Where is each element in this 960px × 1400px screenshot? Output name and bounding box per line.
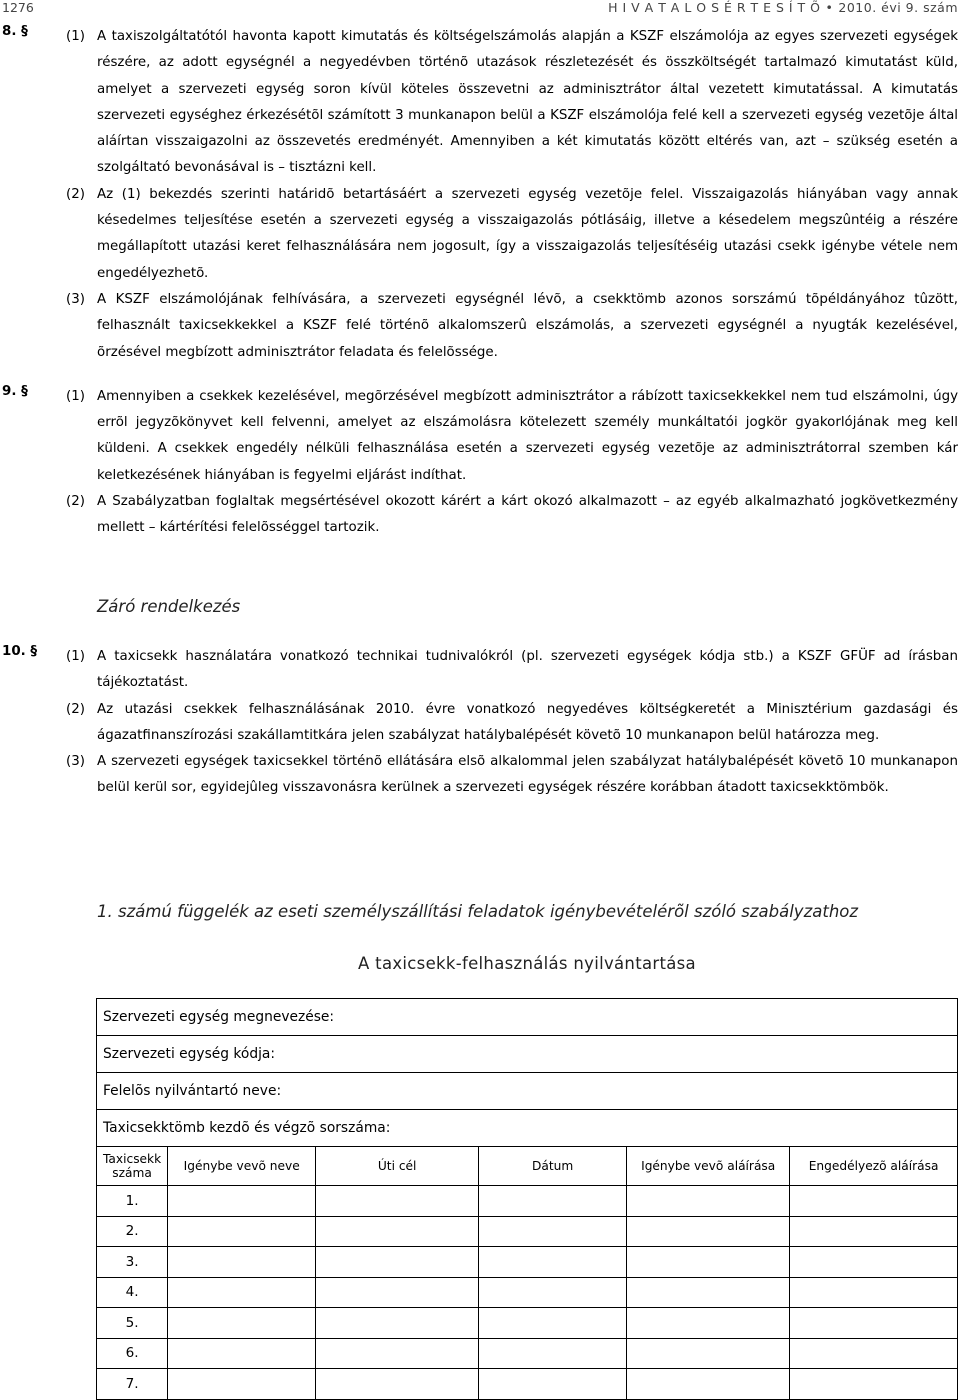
paragraph-text: Amennyiben a csekkek kezelésével, megõrzésével megbízott adminisztrátor a rábízott taxicsekkekkel nem tud elszámolni, úgy errõl jegyzõkönyvet kell felvenni, amelyet az elszámolásra kötelezett személy munkáltatói jogkör gyakorlójának meg kell küldeni. A csekkek engedély nélküli felhasználása esetén a szervezeti egység vezetõje az adminisztrátorral szemben kár keletkezésének hiányában is fegyelmi eljárást indíthat. bbox=[97, 388, 958, 483]
table-cell[interactable] bbox=[316, 1369, 479, 1400]
table-cell[interactable] bbox=[316, 1216, 479, 1247]
column-header: Úti cél bbox=[316, 1147, 479, 1186]
paragraph-text: A taxiszolgáltatótól havonta kapott kimutatás és költségelszámolás alapján a KSZF elszámolója az egyes szervezeti egységek részére, az adott egységnél a negyedévben történõ utazások részletezését és összköltségét tartalmazó kimutatást küld, amelyet a szervezeti egység soron kívül köteles összevetni az adminisztrátor által vezetett kimutatással. A kimutatás szervezeti egységhez érkezésétõl számított 3 munkanapon belül a KSZF elszámolója felé kell a szervezeti egység vezetõje által aláírtan visszaigazolni az összevetés eredményét. Amennyiben a két kimutatás között eltérés van, azt – szükség esetén a szolgáltató bevonásával is – tisztázni kell. bbox=[97, 29, 958, 176]
row-number: 3. bbox=[97, 1247, 168, 1278]
page-header bbox=[0, 0, 960, 20]
paragraph bbox=[66, 24, 958, 182]
table-cell[interactable] bbox=[316, 1277, 479, 1308]
field-responsible-name[interactable]: Felelõs nyilvántartó neve: bbox=[97, 1073, 958, 1110]
paragraph bbox=[66, 182, 958, 287]
table-cell[interactable] bbox=[168, 1216, 316, 1247]
table-cell[interactable] bbox=[790, 1369, 958, 1400]
section-9 bbox=[0, 384, 960, 542]
table-cell[interactable] bbox=[479, 1247, 627, 1278]
column-header: Igénybe vevõ neve bbox=[168, 1147, 316, 1186]
table-cell[interactable] bbox=[790, 1186, 958, 1217]
paragraph bbox=[66, 489, 958, 542]
table-cell[interactable] bbox=[168, 1247, 316, 1278]
document-body bbox=[0, 24, 960, 802]
table-row bbox=[97, 1369, 958, 1400]
table-cell[interactable] bbox=[627, 1338, 790, 1369]
paragraph-number: (1) bbox=[66, 29, 85, 44]
table-cell[interactable] bbox=[479, 1369, 627, 1400]
table-cell[interactable] bbox=[790, 1308, 958, 1339]
register-field-row bbox=[97, 999, 958, 1036]
section-10 bbox=[0, 644, 960, 802]
closing-heading: Záró rendelkezés bbox=[97, 596, 241, 616]
column-header: Taxicsekk száma bbox=[97, 1147, 168, 1186]
table-cell[interactable] bbox=[316, 1308, 479, 1339]
column-header-row bbox=[97, 1147, 958, 1186]
register-field-row bbox=[97, 1110, 958, 1147]
row-number: 6. bbox=[97, 1338, 168, 1369]
paragraph-text: A KSZF elszámolójának felhívására, a szervezeti egységnél lévõ, a csekktömb azonos sorszámú tõpéldányához tûzött, felhasznált taxicsekkekkel a KSZF felé történõ alkalomszerû elszámolás, a szervezeti egységnél a nyugták kezelésével, õrzésével megbízott adminisztrátor feladata és felelõssége. bbox=[97, 291, 958, 360]
paragraph-number: (3) bbox=[66, 754, 85, 770]
table-cell[interactable] bbox=[479, 1308, 627, 1339]
paragraph-text: A taxicsekk használatára vonatkozó technikai tudnivalókról (pl. szervezeti egységek kódja stb.) a KSZF GFÜF ad írásban tájékoztatást. bbox=[97, 648, 958, 691]
paragraph-number: (2) bbox=[66, 186, 85, 202]
table-cell[interactable] bbox=[627, 1277, 790, 1308]
bullet-icon: • bbox=[825, 0, 834, 15]
table-row bbox=[97, 1247, 958, 1278]
table-cell[interactable] bbox=[168, 1277, 316, 1308]
paragraph-number: (1) bbox=[66, 388, 85, 404]
paragraph bbox=[66, 384, 958, 489]
table-cell[interactable] bbox=[316, 1247, 479, 1278]
paragraph bbox=[66, 644, 958, 697]
table-row bbox=[97, 1308, 958, 1339]
paragraph-number: (1) bbox=[66, 648, 85, 664]
table-cell[interactable] bbox=[627, 1216, 790, 1247]
table-cell[interactable] bbox=[168, 1338, 316, 1369]
row-number: 4. bbox=[97, 1277, 168, 1308]
table-cell[interactable] bbox=[479, 1277, 627, 1308]
table-cell[interactable] bbox=[168, 1186, 316, 1217]
table-row bbox=[97, 1216, 958, 1247]
row-number: 5. bbox=[97, 1308, 168, 1339]
section-8 bbox=[0, 24, 960, 366]
field-unit-code[interactable]: Szervezeti egység kódja: bbox=[97, 1036, 958, 1073]
row-number: 1. bbox=[97, 1186, 168, 1217]
table-cell[interactable] bbox=[627, 1186, 790, 1217]
table-cell[interactable] bbox=[790, 1338, 958, 1369]
column-header: Dátum bbox=[479, 1147, 627, 1186]
paragraph-number: (2) bbox=[66, 701, 85, 717]
column-header: Igénybe vevõ aláírása bbox=[627, 1147, 790, 1186]
table-cell[interactable] bbox=[479, 1216, 627, 1247]
table-cell[interactable] bbox=[790, 1216, 958, 1247]
table-cell[interactable] bbox=[790, 1247, 958, 1278]
paragraph-text: Az utazási csekkek felhasználásának 2010. évre vonatkozó negyedéves költségkeretét a Minisztérium gazdasági és ágazatfinanszírozási szakállamtitkára jelen szabályzat hatálybalépését követõ 10 munkanapon belül határozza meg. bbox=[97, 701, 958, 743]
field-serial-range[interactable]: Taxicsekktömb kezdõ és végzõ sorszáma: bbox=[97, 1110, 958, 1147]
register-field-row bbox=[97, 1073, 958, 1110]
table-cell[interactable] bbox=[790, 1277, 958, 1308]
register-field-row bbox=[97, 1036, 958, 1073]
paragraph-number: (3) bbox=[66, 291, 85, 307]
paragraph-text: Az (1) bekezdés szerinti határidõ betartásáért a szervezeti egység vezetõje felel. Visszaigazolás hiányában vagy annak késedelmes teljesítése esetén a szervezeti egység a visszaigazolás pótlásáig, illetve a késedelem megszûntéig a részére megállapított utazási keret felhasználására nem jogosult, így a visszaigazolás teljesítéséig utazási csekk igénybe vétele nem engedélyezhetõ. bbox=[97, 186, 958, 281]
register-title: A taxicsekk-felhasználás nyilvántartása bbox=[358, 954, 696, 973]
table-cell[interactable] bbox=[168, 1369, 316, 1400]
column-header: Engedélyezõ aláírása bbox=[790, 1147, 958, 1186]
table-cell[interactable] bbox=[316, 1186, 479, 1217]
table-cell[interactable] bbox=[479, 1186, 627, 1217]
table-cell[interactable] bbox=[627, 1369, 790, 1400]
row-number: 7. bbox=[97, 1369, 168, 1400]
section-number: 8. § bbox=[2, 24, 28, 39]
publication-name: H I V A T A L O S É R T E S Í T Õ bbox=[608, 0, 821, 15]
field-unit-name[interactable]: Szervezeti egység megnevezése: bbox=[97, 999, 958, 1036]
issue-label: 2010. évi 9. szám bbox=[838, 0, 958, 15]
table-row bbox=[97, 1277, 958, 1308]
section-number: 10. § bbox=[2, 643, 38, 659]
section-number: 9. § bbox=[2, 383, 28, 399]
running-title bbox=[608, 0, 958, 15]
table-cell[interactable] bbox=[627, 1308, 790, 1339]
table-row bbox=[97, 1186, 958, 1217]
paragraph bbox=[66, 697, 958, 750]
page-number: 1276 bbox=[2, 0, 34, 15]
table-cell[interactable] bbox=[479, 1338, 627, 1369]
paragraph-number: (2) bbox=[66, 494, 85, 510]
register-table bbox=[96, 998, 958, 1400]
table-cell[interactable] bbox=[627, 1247, 790, 1278]
appendix-title: 1. számú függelék az eseti személyszállítási feladatok igénybevételérõl szóló szabályzathoz bbox=[97, 902, 859, 921]
table-cell[interactable] bbox=[316, 1338, 479, 1369]
table-cell[interactable] bbox=[168, 1308, 316, 1339]
table-row bbox=[97, 1338, 958, 1369]
row-number: 2. bbox=[97, 1216, 168, 1247]
paragraph bbox=[66, 749, 958, 802]
paragraph bbox=[66, 287, 958, 366]
paragraph-text: A szervezeti egységek taxicsekkel történõ ellátására elsõ alkalommal jelen szabályzat hatálybalépését követõ 10 munkanapon belül kerül sor, egyidejûleg visszavonásra kerülnek a szervezeti egységek részére korábban átadott taxicsekktömbök. bbox=[97, 754, 958, 796]
paragraph-text: A Szabályzatban foglaltak megsértésével okozott kárért a kárt okozó alkalmazott – az egyéb alkalmazható jogkövetkezmény mellett – kártérítési felelõsséggel tartozik. bbox=[97, 494, 958, 536]
